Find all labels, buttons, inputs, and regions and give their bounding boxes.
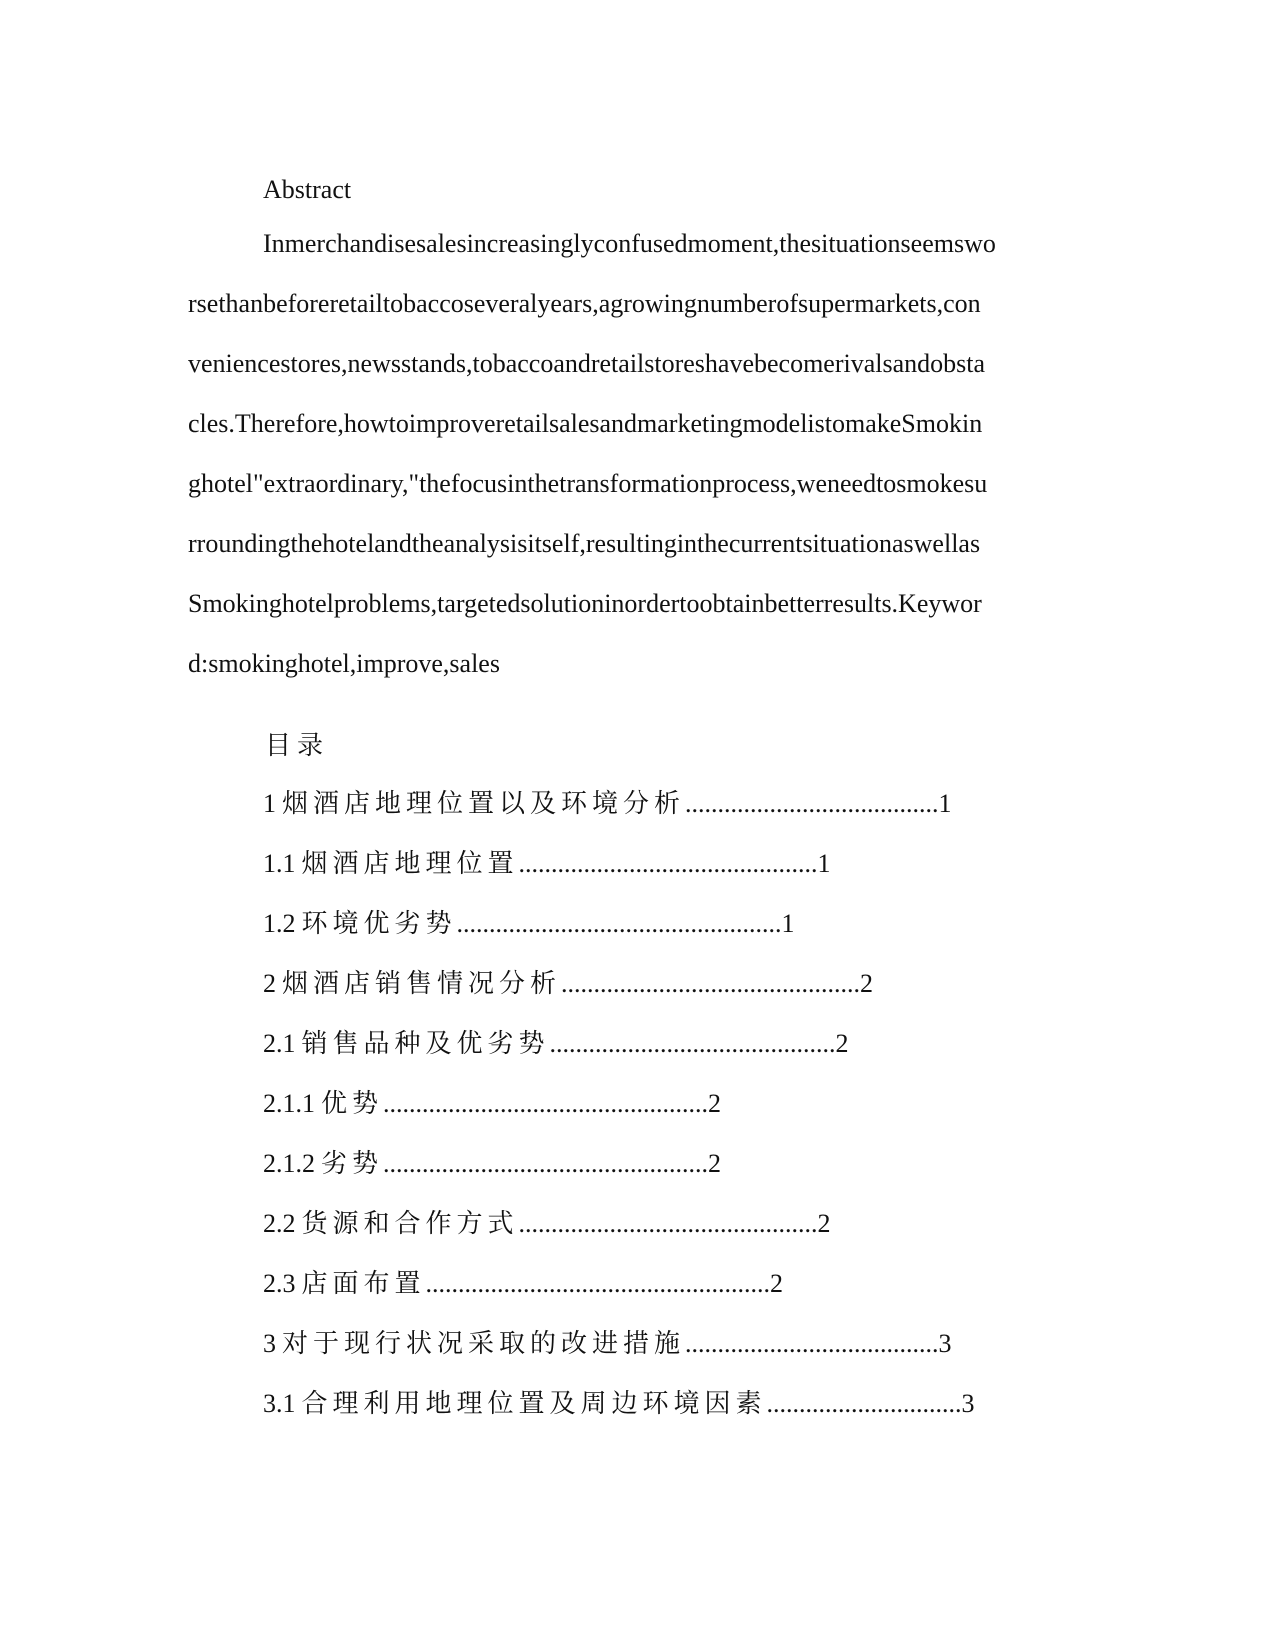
abstract-line: veniencestores,newsstands,tobaccoandretailstoreshavebecomerivalsandobsta <box>188 349 986 378</box>
toc-entry-number: 2.1.1 <box>263 1089 315 1118</box>
toc-entry[interactable] <box>263 786 952 822</box>
toc-heading: 目录 <box>265 731 330 761</box>
toc-entry[interactable] <box>263 1026 849 1062</box>
toc-entry-title: 对于现行状况采取的改进措施 <box>282 1329 686 1359</box>
toc-leader-dots: .............................. <box>766 1389 962 1418</box>
toc-page-number: 1 <box>938 789 952 818</box>
toc-page-number: 1 <box>781 909 795 938</box>
toc-entry-number: 2 <box>263 969 276 998</box>
toc-leader-dots: .................................................. <box>383 1149 709 1178</box>
toc-entry[interactable] <box>263 1086 721 1122</box>
toc-entry-number: 3 <box>263 1329 276 1358</box>
abstract-line: rsethanbeforeretailtobaccoseveralyears,agrowingnumberofsupermarkets,con <box>188 289 981 318</box>
abstract-line: Inmerchandisesalesincreasinglyconfusedmoment,thesituationseemswo <box>263 229 996 258</box>
toc-leader-dots: ....................................... <box>685 1329 939 1358</box>
toc-page-number: 1 <box>817 849 831 878</box>
toc-entry-number: 2.3 <box>263 1269 296 1298</box>
toc-entry-title: 烟酒店地理位置 <box>301 849 519 879</box>
toc-entry-title: 烟酒店地理位置以及环境分析 <box>282 789 686 819</box>
toc-entry-number: 1.1 <box>263 849 296 878</box>
abstract-line: Smokinghotelproblems,targetedsolutioninordertoobtainbetterresults.Keywor <box>188 589 982 618</box>
toc-leader-dots: .................................................. <box>383 1089 709 1118</box>
toc-page-number: 2 <box>708 1089 722 1118</box>
toc-entry-title: 店面布置 <box>301 1269 426 1299</box>
toc-leader-dots: .............................................. <box>518 849 818 878</box>
toc-page-number: 3 <box>938 1329 952 1358</box>
toc-leader-dots: .............................................. <box>561 969 861 998</box>
toc-entry-title: 合理利用地理位置及周边环境因素 <box>301 1389 767 1419</box>
toc-leader-dots: ..................................................... <box>425 1269 771 1298</box>
abstract-line: ghotel"extraordinary,"thefocusinthetransformationprocess,weneedtosmokesu <box>188 469 988 498</box>
toc-entry-title: 劣势 <box>321 1149 384 1179</box>
toc-page-number: 2 <box>708 1149 722 1178</box>
toc-entry[interactable] <box>263 906 795 942</box>
toc-entry-number: 3.1 <box>263 1389 296 1418</box>
toc-entry-number: 2.2 <box>263 1209 296 1238</box>
toc-page-number: 3 <box>961 1389 975 1418</box>
toc-entry[interactable] <box>263 1146 721 1182</box>
toc-entry-title: 烟酒店销售情况分析 <box>282 969 562 999</box>
toc-entry-title: 优势 <box>321 1089 384 1119</box>
toc-entry[interactable] <box>263 846 831 882</box>
toc-entry[interactable] <box>263 1386 975 1422</box>
abstract-line: rroundingthehotelandtheanalysisitself,resultinginthecurrentsituationaswellas <box>188 529 981 558</box>
toc-leader-dots: .............................................. <box>518 1209 818 1238</box>
abstract-heading: Abstract <box>263 175 352 204</box>
toc-leader-dots: ....................................... <box>685 789 939 818</box>
toc-entry-number: 1.2 <box>263 909 296 938</box>
toc-entry-number: 2.1 <box>263 1029 296 1058</box>
toc-entry-number: 2.1.2 <box>263 1149 315 1178</box>
toc-entry[interactable] <box>263 1326 952 1362</box>
toc-entry[interactable] <box>263 1206 831 1242</box>
toc-entry-title: 货源和合作方式 <box>301 1209 519 1239</box>
abstract-line: d:smokinghotel,improve,sales <box>188 649 500 678</box>
toc-entry[interactable] <box>263 966 873 1002</box>
toc-page-number: 2 <box>860 969 874 998</box>
toc-page-number: 2 <box>835 1029 849 1058</box>
toc-entry[interactable] <box>263 1266 783 1302</box>
toc-entry-title: 销售品种及优劣势 <box>301 1029 550 1059</box>
toc-leader-dots: ............................................ <box>549 1029 836 1058</box>
toc-leader-dots: .................................................. <box>456 909 782 938</box>
abstract-line: cles.Therefore,howtoimproveretailsalesandmarketingmodelistomakeSmokin <box>188 409 983 438</box>
toc-page-number: 2 <box>770 1269 784 1298</box>
toc-page-number: 2 <box>817 1209 831 1238</box>
toc-entry-number: 1 <box>263 789 276 818</box>
toc-entry-title: 环境优劣势 <box>301 909 457 939</box>
